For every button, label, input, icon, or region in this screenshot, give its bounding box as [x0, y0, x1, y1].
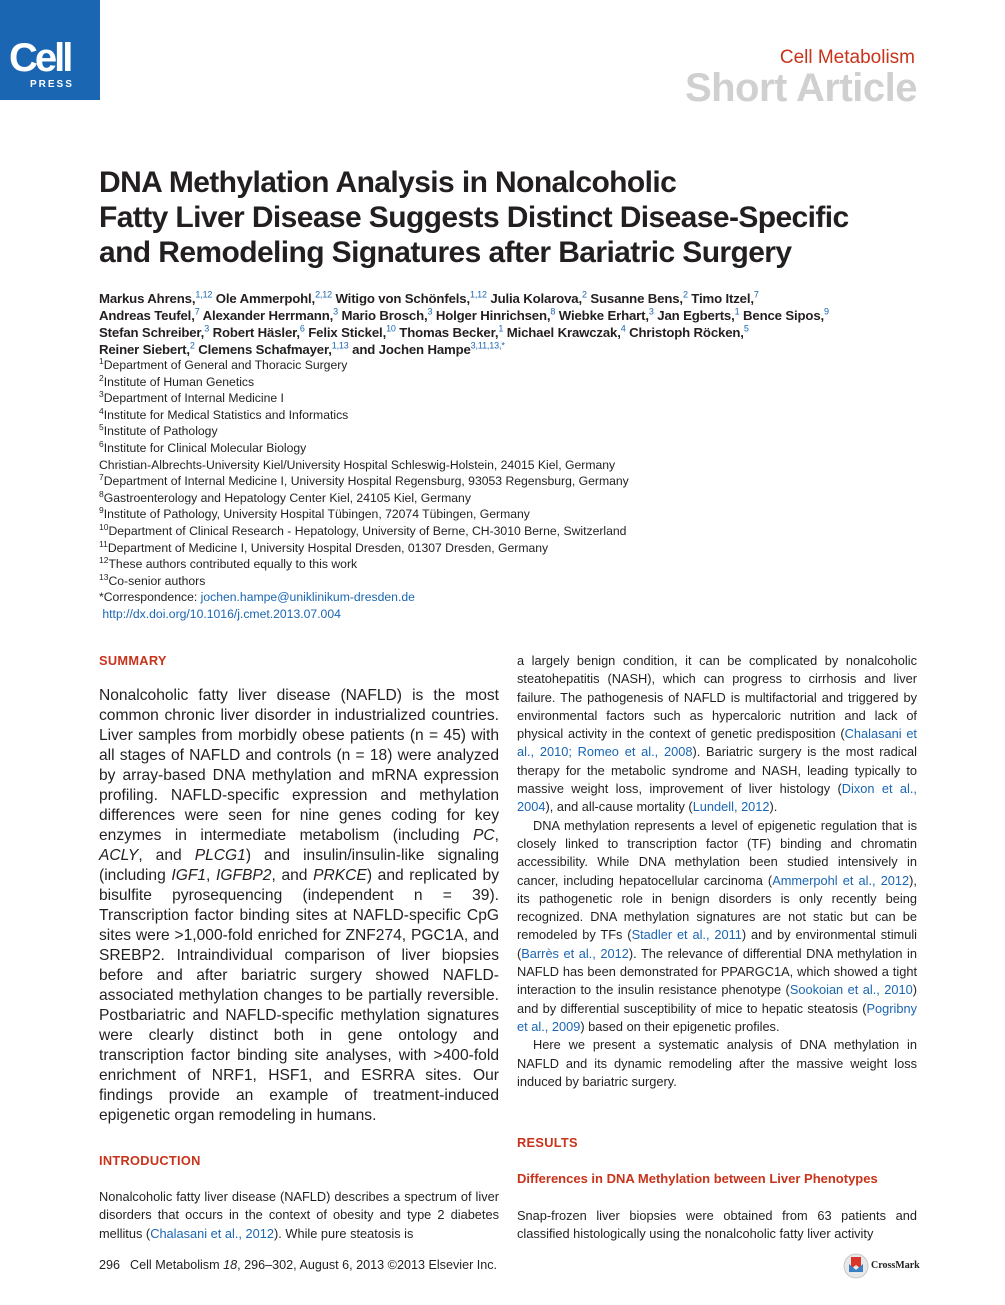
author-sup[interactable]: 1,12	[195, 289, 213, 300]
summary-part: ) and replicated by bisulfite pyrosequencing (independent n = 39). Transcription factor binding sites at NAFLD-specific CpG sites were >1,000-fold enriched for ZNF274, PGC1A, and SREBP2. Intraindividual comparison of liver biopsies before and after bariatric surgery showed NAFLD-associated methylation changes to be partially reversible. Postbariatric and NAFLD-specific methylation signatures were clearly distinct both in gene ontology and transcription factor binding site analyses, with >400-fold enrichment of NRF1, HSF1, and ESRRA sites. Our findings provide an example of treatment-induced epigenetic organ remodeling in humans.	[99, 867, 500, 1124]
author-name: Julia Kolarova,	[486, 291, 582, 306]
affiliation-sup: 8	[99, 488, 104, 499]
summary-part: , and	[138, 847, 195, 864]
author-sup[interactable]: 1,12	[469, 289, 487, 300]
introduction-text	[99, 1188, 499, 1243]
intro-part: ). While pure steatosis is	[274, 1225, 414, 1241]
footer	[99, 1257, 497, 1273]
citation-link[interactable]: Lundell, 2012	[692, 799, 770, 815]
gene-name: IGFBP2	[216, 867, 272, 884]
affiliation-sup: 6	[99, 438, 104, 449]
article-type: Short Article	[684, 66, 917, 110]
author-sup[interactable]: 2	[189, 340, 195, 351]
affiliation-sup: 12	[99, 555, 109, 566]
correspondence-email-link[interactable]: jochen.hampe@uniklinikum-dresden.de	[200, 590, 415, 605]
author-name: Robert Häsler,	[209, 325, 300, 340]
text-part: ), and all-cause mortality (	[545, 799, 693, 815]
affiliation	[99, 390, 929, 407]
affiliation-text: Department of Internal Medicine I, University Hospital Regensburg, 93053 Regensburg, Germany	[103, 474, 629, 489]
cell-press-logo	[0, 0, 100, 100]
author-sup[interactable]: 7	[753, 289, 759, 300]
paragraph	[517, 817, 917, 1037]
author-name: and Jochen Hampe	[348, 342, 471, 357]
citation-separator: ;	[568, 744, 578, 760]
correspondence-label: *Correspondence:	[99, 590, 201, 605]
affiliation-sup: 10	[99, 521, 109, 532]
affiliation	[99, 407, 929, 424]
right-column-text	[517, 652, 917, 1091]
author-sup[interactable]: 3	[204, 323, 210, 334]
text-part: ), its pathogenetic role in benign disorders is only recently being recognized. DNA methylation signatures are not static but can be remodeled by TFs (	[517, 872, 917, 943]
title-line: and Remodeling Signatures after Bariatric Surgery	[99, 236, 792, 269]
title-line: DNA Methylation Analysis in Nonalcoholic	[99, 166, 677, 199]
text-part: ). Bariatric surgery is the most radical therapy for the metabolic syndrome and NASH, leading typically to massive weight loss, improvement of liver histology (	[517, 744, 917, 797]
author-name: Bence Sipos,	[739, 308, 825, 323]
author-name: Felix Stickel,	[304, 325, 387, 340]
affiliation	[99, 457, 929, 474]
affiliation-text: Christian-Albrechts-University Kiel/University Hospital Schleswig-Holstein, 24015 Kiel, Germany	[99, 457, 616, 472]
author-line	[99, 307, 929, 324]
text-part: Here we present a systematic analysis of DNA methylation in NAFLD and its dynamic remodeling after the massive weight loss induced by bariatric surgery.	[517, 1037, 917, 1089]
affiliation	[99, 357, 929, 374]
citation-link[interactable]: Stadler et al., 2011	[631, 927, 742, 943]
author-line	[99, 341, 929, 358]
article-title	[99, 165, 929, 270]
author-sup[interactable]: 10	[386, 323, 396, 334]
author-name: Wiebke Erhart,	[555, 308, 649, 323]
author-sup[interactable]: 1,13	[331, 340, 349, 351]
author-line	[99, 324, 929, 341]
affiliation-text: Gastroenterology and Hepatology Center Kiel, 24105 Kiel, Germany	[103, 490, 471, 505]
affiliation-text: Institute for Clinical Molecular Biology	[103, 440, 307, 455]
affiliation	[99, 556, 929, 573]
affiliation	[99, 440, 929, 457]
logo-main: Cell	[9, 36, 71, 80]
affiliations	[99, 357, 929, 623]
crossmark-label: CrossMark	[871, 1260, 920, 1271]
affiliation	[99, 506, 929, 523]
author-name: Ole Ammerpohl,	[212, 291, 316, 306]
text-part: DNA methylation represents a level of epigenetic regulation that is closely linked to transcription factor (TF) binding and chromatin accessibility. While DNA methylation been studied intensively in cancer, including hepatocellular carcinoma (	[517, 817, 917, 888]
gene-name: ACLY	[99, 847, 139, 864]
summary-heading: SUMMARY	[99, 653, 167, 668]
author-sup[interactable]: 3	[333, 306, 338, 317]
summary-text	[99, 686, 499, 1126]
crossmark-badge[interactable]	[843, 1252, 923, 1280]
paragraph	[517, 1036, 917, 1091]
text-part: ) and by differential susceptibility of mice to hepatic steatosis (	[517, 982, 917, 1016]
author-list	[99, 290, 929, 358]
author-sup[interactable]: 4	[620, 323, 626, 334]
gene-name: PRKCE	[313, 867, 367, 884]
affiliation-text: Department of General and Thoracic Surgery	[103, 358, 348, 372]
affiliation	[99, 540, 929, 557]
author-sup[interactable]: 1	[498, 323, 504, 334]
author-name: Stefan Schreiber,	[99, 325, 205, 340]
author-sup[interactable]: 9	[824, 306, 829, 317]
author-name: Michael Krawczak,	[503, 325, 621, 340]
summary-part: ,	[206, 867, 217, 884]
author-sup[interactable]: 3,11,13,*	[470, 340, 505, 351]
affiliation-text: Department of Medicine I, University Hospital Dresden, 01307 Dresden, Germany	[107, 540, 549, 555]
affiliation-text: Department of Internal Medicine I	[103, 391, 284, 406]
affiliation	[99, 473, 929, 490]
author-sup[interactable]: 6	[299, 323, 305, 334]
author-sup[interactable]: 2	[682, 289, 688, 300]
text-part: ) based on their epigenetic profiles.	[580, 1018, 780, 1034]
text-part: ). The relevance of differential DNA methylation in NAFLD has been demonstrated for PPARGC1A, which showed a tight interaction to the insulin resistance phenotype (	[517, 945, 917, 998]
author-name: Mario Brosch,	[337, 308, 428, 323]
text-part: a largely benign condition, it can be complicated by nonalcoholic steatohepatitis (NASH), which can progress to cirrhosis and liver failure. The pathogenesis of NAFLD is multifactorial and triggered by environmental factors such as hypercaloric nutrition and lack of physical activity in the context of genetic predisposition (	[517, 653, 917, 742]
author-sup[interactable]: 8	[550, 306, 556, 317]
affiliation-sup: 2	[99, 372, 104, 383]
summary-part: ,	[494, 827, 499, 844]
author-name: Clemens Schafmayer,	[194, 342, 332, 357]
affiliation-text: Co-senior authors	[108, 573, 206, 588]
affiliation	[99, 374, 929, 391]
affiliation-text: These authors contributed equally to this work	[108, 557, 358, 572]
affiliation-sup: 1	[99, 355, 104, 366]
author-sup[interactable]: 2,12	[315, 289, 332, 300]
crossmark-icon	[843, 1252, 869, 1280]
author-name: Holger Hinrichsen,	[432, 308, 551, 323]
author-name: Susanne Bens,	[586, 291, 683, 306]
author-name: Witigo von Schönfels,	[331, 291, 470, 306]
introduction-heading: INTRODUCTION	[99, 1153, 201, 1168]
text-part: ) and by environmental stimuli (	[517, 927, 917, 961]
author-sup[interactable]: 3	[427, 306, 433, 317]
citation-link[interactable]: Chalasani et al., 2010	[517, 726, 917, 760]
affiliation	[99, 423, 929, 440]
affiliation-text: Institute of Pathology, University Hospital Tübingen, 72074 Tübingen, Germany	[103, 507, 530, 522]
affiliation-text: Institute of Human Genetics	[103, 374, 255, 389]
author-name: Reiner Siebert,	[99, 342, 190, 357]
intro-part: Nonalcoholic fatty liver disease (NAFLD) describes a spectrum of liver disorders that occurs in the context of obesity and type 2 diabetes mellitus (	[99, 1189, 499, 1241]
affiliation-sup: 11	[99, 538, 108, 549]
author-line	[99, 290, 929, 307]
citation-link[interactable]: Ammerpohl et al., 2012	[772, 872, 910, 888]
affiliation	[99, 523, 929, 540]
author-sup[interactable]: 1	[734, 306, 740, 317]
results-heading: RESULTS	[517, 1135, 578, 1150]
affiliation	[99, 490, 929, 507]
correspondence	[99, 589, 929, 606]
author-sup[interactable]: 7	[194, 306, 200, 317]
results-text: Snap-frozen liver biopsies were obtained from 63 patients and classified histologically using the nonalcoholic fatty liver activity	[517, 1208, 917, 1242]
citation-link[interactable]: Chalasani et al., 2012	[150, 1225, 274, 1241]
summary-part: Nonalcoholic fatty liver disease (NAFLD) is the most common chronic liver disorder in industrialized countries. Liver samples from morbidly obese patients (n = 45) with all stages of NAFLD and controls (n = 18) were analyzed by array-based DNA methylation and mRNA expression profiling. NAFLD-specific expression and methylation differences were seen for nine genes coding for key enzymes in intermediate metabolism (including	[99, 687, 499, 844]
affiliation-text: Department of Clinical Research - Hepatology, University of Berne, CH-3010 Berne, Switzerland	[108, 523, 627, 538]
affiliation-sup: 13	[99, 571, 109, 582]
text-part: ).	[769, 799, 778, 815]
summary-part: ) and insulin/insulin-like signaling (including	[99, 847, 499, 884]
author-sup[interactable]: 3	[648, 306, 654, 317]
gene-name: PC	[472, 827, 495, 844]
doi-line	[99, 606, 929, 623]
footer-volume: 18	[223, 1258, 238, 1272]
affiliation-sup: 4	[99, 405, 104, 416]
citation-link[interactable]: Sookoian et al., 2010	[789, 982, 913, 998]
affiliation-sup: 5	[99, 422, 104, 433]
summary-part: , and	[271, 867, 314, 884]
author-sup[interactable]: 5	[743, 323, 749, 334]
paragraph	[517, 652, 917, 817]
gene-name: IGF1	[171, 867, 207, 884]
citation-link[interactable]: Romeo et al., 2008	[577, 744, 693, 760]
author-sup[interactable]: 2	[581, 289, 587, 300]
author-name: Andreas Teufel,	[99, 308, 195, 323]
citation-link[interactable]: Pogribny et al., 2009	[517, 1000, 917, 1034]
affiliation	[99, 573, 929, 590]
page-number: 296	[99, 1258, 121, 1272]
footer-journal: Cell Metabolism	[130, 1258, 224, 1272]
citation-link[interactable]: Dixon et al., 2004	[517, 781, 917, 815]
author-name: Alexander Herrmann,	[199, 308, 334, 323]
gene-name: PLCG1	[194, 847, 246, 864]
author-name: Jan Egberts,	[653, 308, 735, 323]
author-name: Thomas Becker,	[395, 325, 499, 340]
citation-link[interactable]: Barrès et al., 2012	[521, 945, 629, 961]
title-line: Fatty Liver Disease Suggests Distinct Disease-Specific	[99, 201, 849, 234]
results-subheading: Differences in DNA Methylation between Liver Phenotypes	[517, 1171, 878, 1186]
affiliation-sup: 7	[99, 472, 104, 483]
affiliation-text: Institute for Medical Statistics and Informatics	[103, 407, 349, 422]
author-name: Timo Itzel,	[687, 291, 754, 306]
journal-name: Cell Metabolism	[779, 47, 915, 68]
affiliation-sup: 3	[99, 389, 104, 400]
logo-sub: PRESS	[30, 79, 74, 90]
author-name: Markus Ahrens,	[99, 291, 196, 306]
footer-citation: , 296–302, August 6, 2013 ©2013 Elsevier Inc.	[237, 1258, 498, 1272]
author-name: Christoph Röcken,	[625, 325, 744, 340]
affiliation-text: Institute of Pathology	[103, 424, 218, 439]
affiliation-sup: 9	[99, 505, 104, 516]
doi-link[interactable]: http://dx.doi.org/10.1016/j.cmet.2013.07.004	[102, 606, 341, 621]
